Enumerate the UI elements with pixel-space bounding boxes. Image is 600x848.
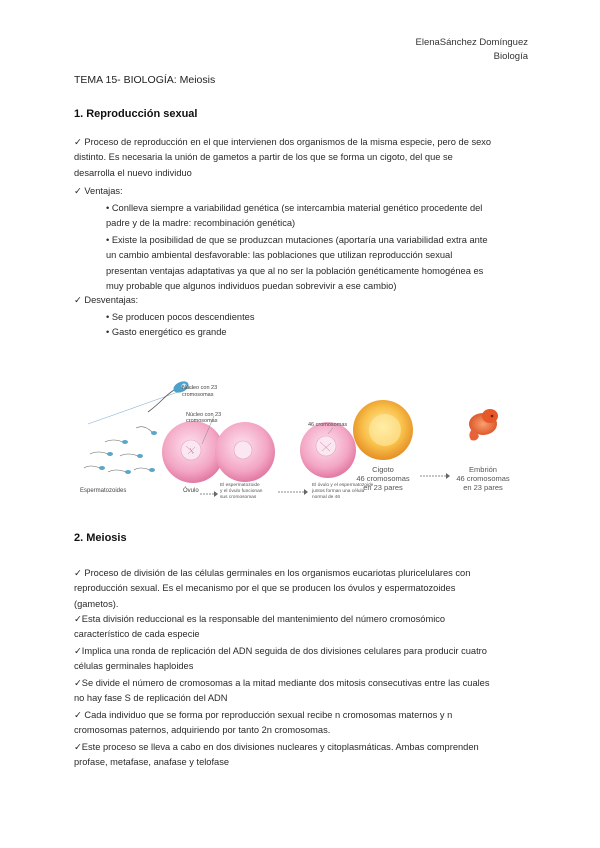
arrow-icon	[278, 489, 308, 495]
text-line: ✓Este proceso se lleva a cabo en dos divisiones nucleares y citoplasmáticas. Ambas comprenden	[74, 742, 479, 752]
embrion-label-1: Embrión	[469, 465, 497, 474]
divider-line	[88, 392, 178, 424]
embrion-label-2: 46 cromosomas	[456, 474, 510, 483]
arrow-icon	[420, 473, 450, 479]
sperm-icon	[105, 440, 128, 444]
desventajas-label: ✓ Desventajas:	[74, 295, 139, 305]
document-title	[74, 74, 215, 86]
embrion-label-3: en 23 pares	[463, 483, 503, 492]
cigoto-label-1: Cigoto	[372, 465, 394, 474]
text-line: no hay fase S de replicación del ADN	[74, 693, 228, 704]
sperm-icon	[84, 466, 105, 470]
espermatozoides-label: Espermatozoides	[80, 488, 127, 494]
meiosis-paragraph-3	[74, 644, 528, 675]
sperm-icon	[108, 470, 131, 474]
label-nucleo-sperm-1: Núcleo con 23	[182, 385, 218, 391]
sperm-icon	[90, 452, 113, 456]
text-line: ✓Implica una ronda de replicación del ADN seguida de dos divisiones celulares para producir cuatro	[74, 646, 487, 656]
text-line: distinto. Es necesaria la unión de gametos a partir de los que se forma un cigoto, del que se	[74, 152, 453, 163]
zygote-cell	[353, 400, 413, 460]
label-nucleo-sperm-2: cromosomas	[182, 392, 214, 398]
text-line: ✓ Proceso de reproducción en el que intervienen dos organismos de la misma especie, pero de sexo	[74, 137, 492, 147]
caption-union-2: y el óvulo funcionan	[220, 489, 263, 494]
text-line: ✓ Proceso de división de las células germinales en los organismos eucariotas pluricelulares con	[74, 568, 471, 578]
text-line: ✓Se divide el número de cromosomas a la mitad mediante dos mitosis consecutivas entre las cuales	[74, 678, 490, 688]
page-header	[416, 36, 529, 64]
text-line: un cambio ambiental desfavorable: las poblaciones que utilizan reproducción sexual	[106, 250, 453, 261]
meiosis-paragraph-5	[74, 708, 528, 739]
text-line: característico de cada especie	[74, 629, 200, 640]
title-prefix: TEMA 15- BIOLOGÍA:	[74, 74, 177, 86]
author-name: ElenaSánchez Domínguez	[415, 37, 528, 48]
label-nucleo-ovulo-2: cromosomas	[186, 418, 218, 424]
text-line: desarrolla el nuevo individuo	[74, 167, 192, 178]
title-topic: Meiosis	[176, 74, 216, 86]
text-line: presentan ventajas adaptativas ya que al no ser la población genéticamente homogénea es	[106, 265, 484, 276]
text-line: • Conlleva siempre a variabilidad genética (se intercambia material genético procedente del	[106, 203, 483, 213]
text-line: padre y de la madre: recombinación genética)	[106, 218, 296, 229]
section-1-intro	[74, 135, 528, 181]
desventaja-item-2: • Gasto energético es grande	[106, 327, 227, 338]
desventaja-list	[106, 310, 528, 341]
label-nucleo-ovulo-1: Núcleo con 23	[186, 412, 222, 418]
caption-cigoto-1: El óvulo y el espermatozoide	[312, 483, 374, 488]
meiosis-paragraph-4	[74, 676, 528, 707]
fertilized-ovum-cell	[215, 422, 275, 482]
sperm-icon	[136, 427, 157, 435]
text-line: • Existe la posibilidad de que se produzcan mutaciones (aportaría una variabilidad extra ante	[106, 235, 488, 245]
ventaja-item-1	[106, 201, 528, 232]
sperm-icon	[134, 468, 155, 472]
zygote-forming-cell	[300, 422, 356, 478]
caption-union-1: El espermatozoide	[220, 483, 260, 488]
ventaja-item-2	[106, 233, 528, 294]
text-line: profase, metafase, anafase y telofase	[74, 757, 230, 768]
caption-cigoto-3: normal de 46	[312, 495, 340, 500]
sperm-icon	[120, 454, 143, 458]
caption-cigoto-2: juntos forman una célula	[312, 489, 365, 494]
embryo-icon	[469, 409, 498, 441]
text-line: ✓ Cada individuo que se forma por reproducción sexual recibe n cromosomas maternos y n	[74, 710, 453, 720]
section-1-heading: 1. Reproducción sexual	[74, 108, 198, 120]
ventajas-label: ✓ Ventajas:	[74, 186, 123, 196]
arrow-icon	[200, 491, 218, 497]
label-46-cromosomas: 46 cromosomas	[308, 422, 348, 428]
fertilization-figure	[78, 372, 528, 502]
text-line: muy probable que algunos individuos puedan sobrevivir a ese cambio)	[106, 280, 397, 291]
ovum-cell	[162, 421, 224, 483]
meiosis-paragraph-2	[74, 612, 528, 643]
text-line: ✓Esta división reduccional es la responsable del mantenimiento del número cromosómico	[74, 614, 446, 624]
caption-union-3: sus cromosomas	[220, 495, 257, 500]
desventaja-item-1: • Se producen pocos descendientes	[106, 312, 255, 322]
text-line: células germinales haploides	[74, 661, 194, 672]
cigoto-label-2: 46 cromosomas	[356, 474, 410, 483]
text-line: (gametos).	[74, 598, 119, 609]
meiosis-paragraph-6	[74, 740, 528, 771]
text-line: cromosomas paternos, adquiriendo por tanto 2n cromosomas.	[74, 725, 331, 736]
cigoto-label-3: en 23 pares	[363, 483, 403, 492]
text-line: reproducción sexual. Es el mecanismo por el que se producen los óvulos y espermatozoides	[74, 583, 456, 594]
ovulo-label: Óvulo	[183, 488, 199, 494]
meiosis-paragraph-1	[74, 566, 528, 612]
section-2-heading: 2. Meiosis	[74, 532, 127, 544]
subject-name: Biología	[493, 51, 528, 62]
